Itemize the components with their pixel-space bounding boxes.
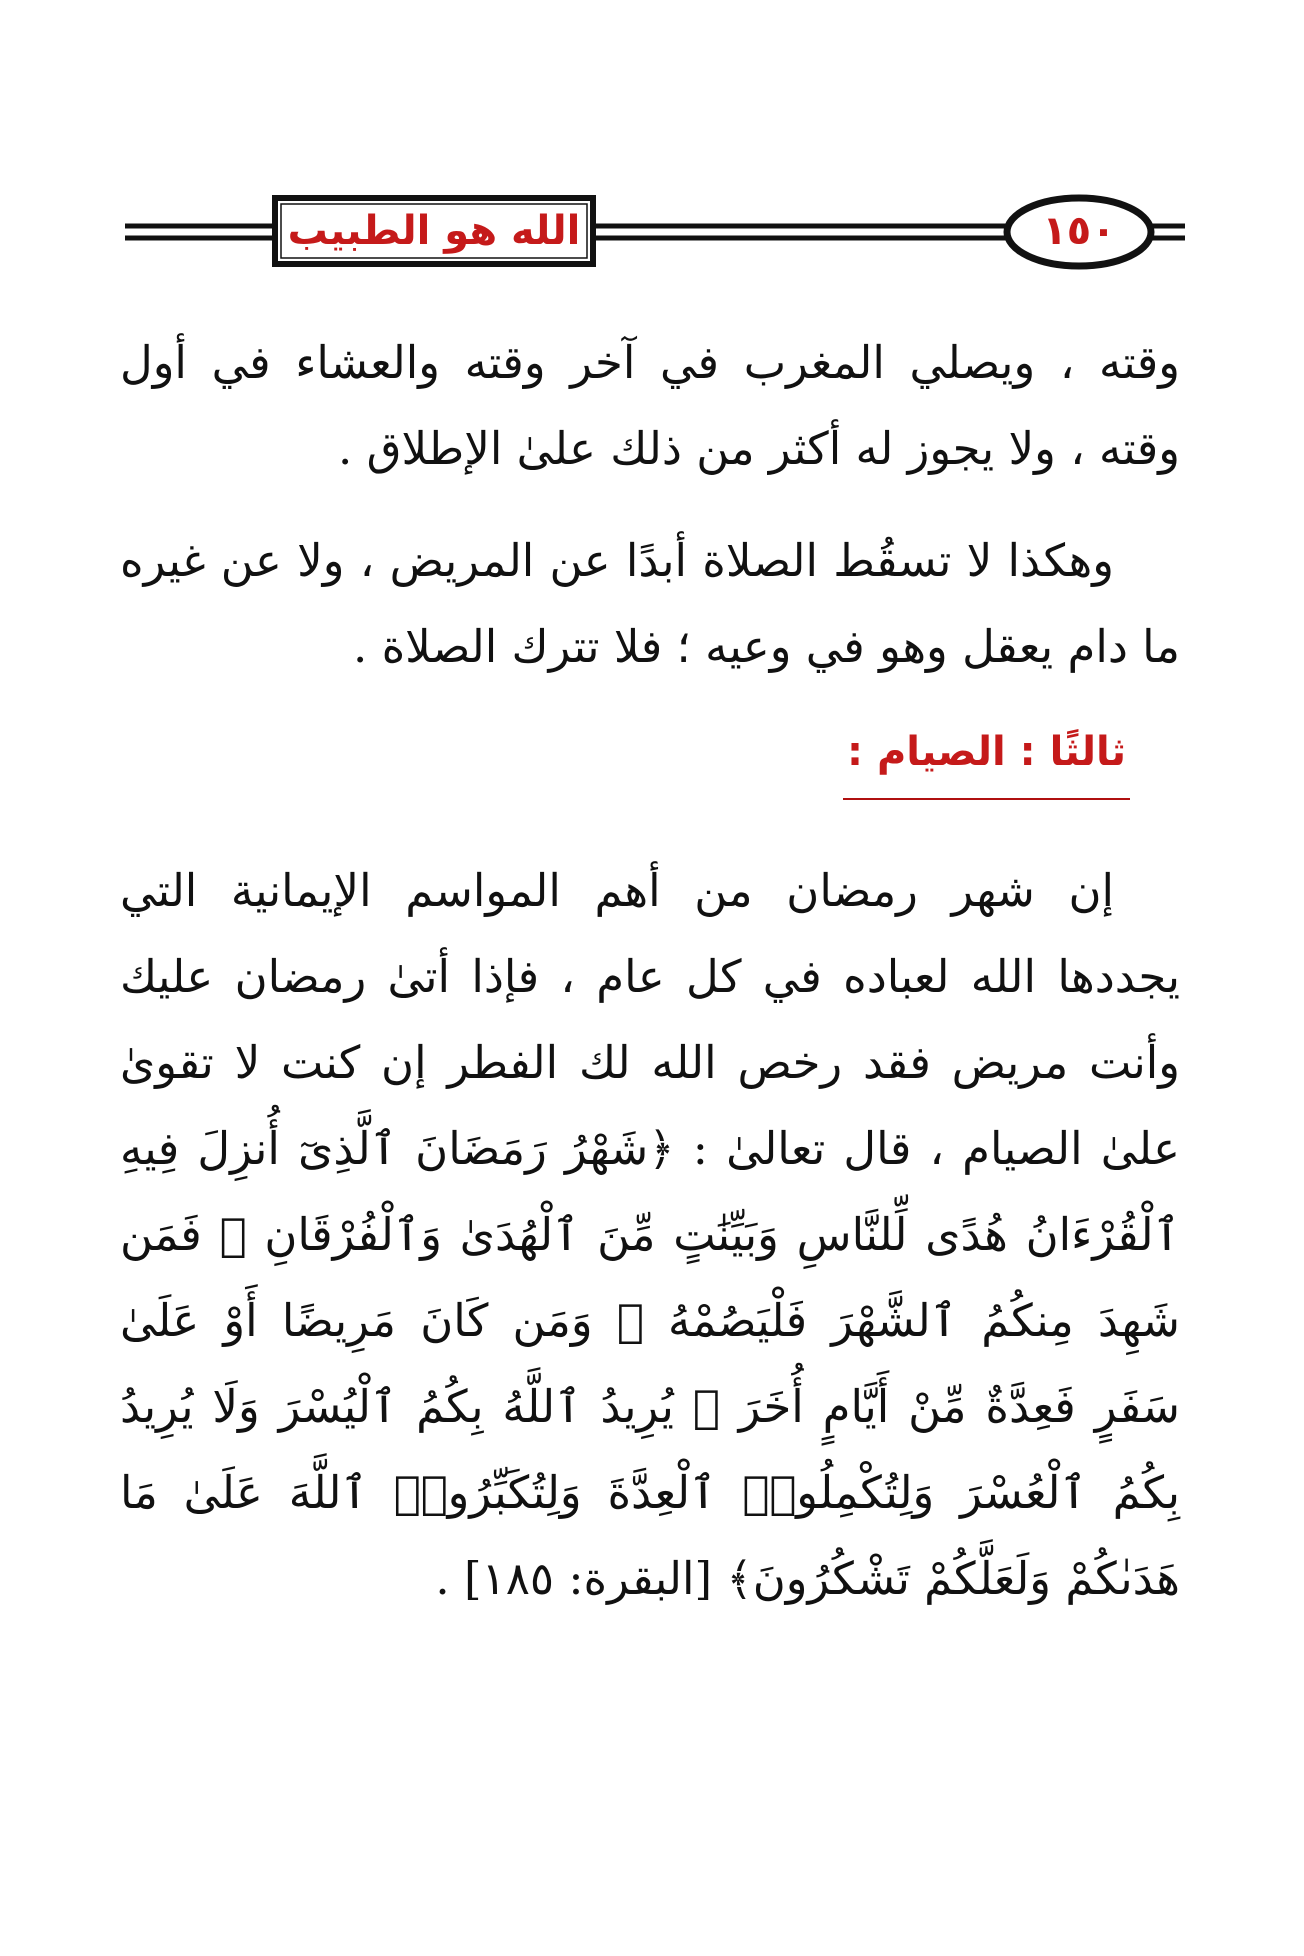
- page-content: [120, 320, 1180, 1648]
- section-heading: ثالثًا : الصيام :: [843, 724, 1130, 800]
- section-paragraph: إن شهر رمضان من أهم المواسم الإيمانية التي يجددها الله لعباده في كل عام ، فإذا أتىٰ رمضان عليك وأنت مريض فقد رخص الله لك الفطر إن كنت لا تقوىٰ علىٰ الصيام ، قال تعالىٰ : ﴿شَهْرُ رَمَضَانَ ٱلَّذِىٓ أُنزِلَ فِيهِ ٱلْقُرْءَانُ هُدًى لِّلنَّاسِ وَبَيِّنَٰتٍ مِّنَ ٱلْهُدَىٰ وَٱلْفُرْقَانِ ۚ فَمَن شَهِدَ مِنكُمُ ٱلشَّهْرَ فَلْيَصُمْهُ ۖ وَمَن كَانَ مَرِيضًا أَوْ عَلَىٰ سَفَرٍ فَعِدَّةٌ مِّنْ أَيَّامٍ أُخَرَ ۗ يُرِيدُ ٱللَّهُ بِكُمُ ٱلْيُسْرَ وَلَا يُرِيدُ بِكُمُ ٱلْعُسْرَ وَلِتُكْمِلُوا۟ ٱلْعِدَّةَ وَلِتُكَبِّرُوا۟ ٱللَّهَ عَلَىٰ مَا هَدَىٰكُمْ وَلَعَلَّكُمْ تَشْكُرُونَ﴾ [البقرة: ١٨٥] .: [120, 864, 1180, 1605]
- header-title: الله هو الطبيب: [287, 208, 581, 254]
- page-header: [125, 188, 1185, 278]
- paragraph-1: وقته ، ويصلي المغرب في آخر وقته والعشاء في أول وقته ، ولا يجوز له أكثر من ذلك علىٰ الإطلاق .: [120, 336, 1180, 475]
- page-number: ١٥٠: [1042, 208, 1116, 254]
- paragraph-2: وهكذا لا تسقُط الصلاة أبدًا عن المريض ، ولا عن غيره ما دام يعقل وهو في وعيه ؛ فلا تترك الصلاة .: [120, 534, 1180, 673]
